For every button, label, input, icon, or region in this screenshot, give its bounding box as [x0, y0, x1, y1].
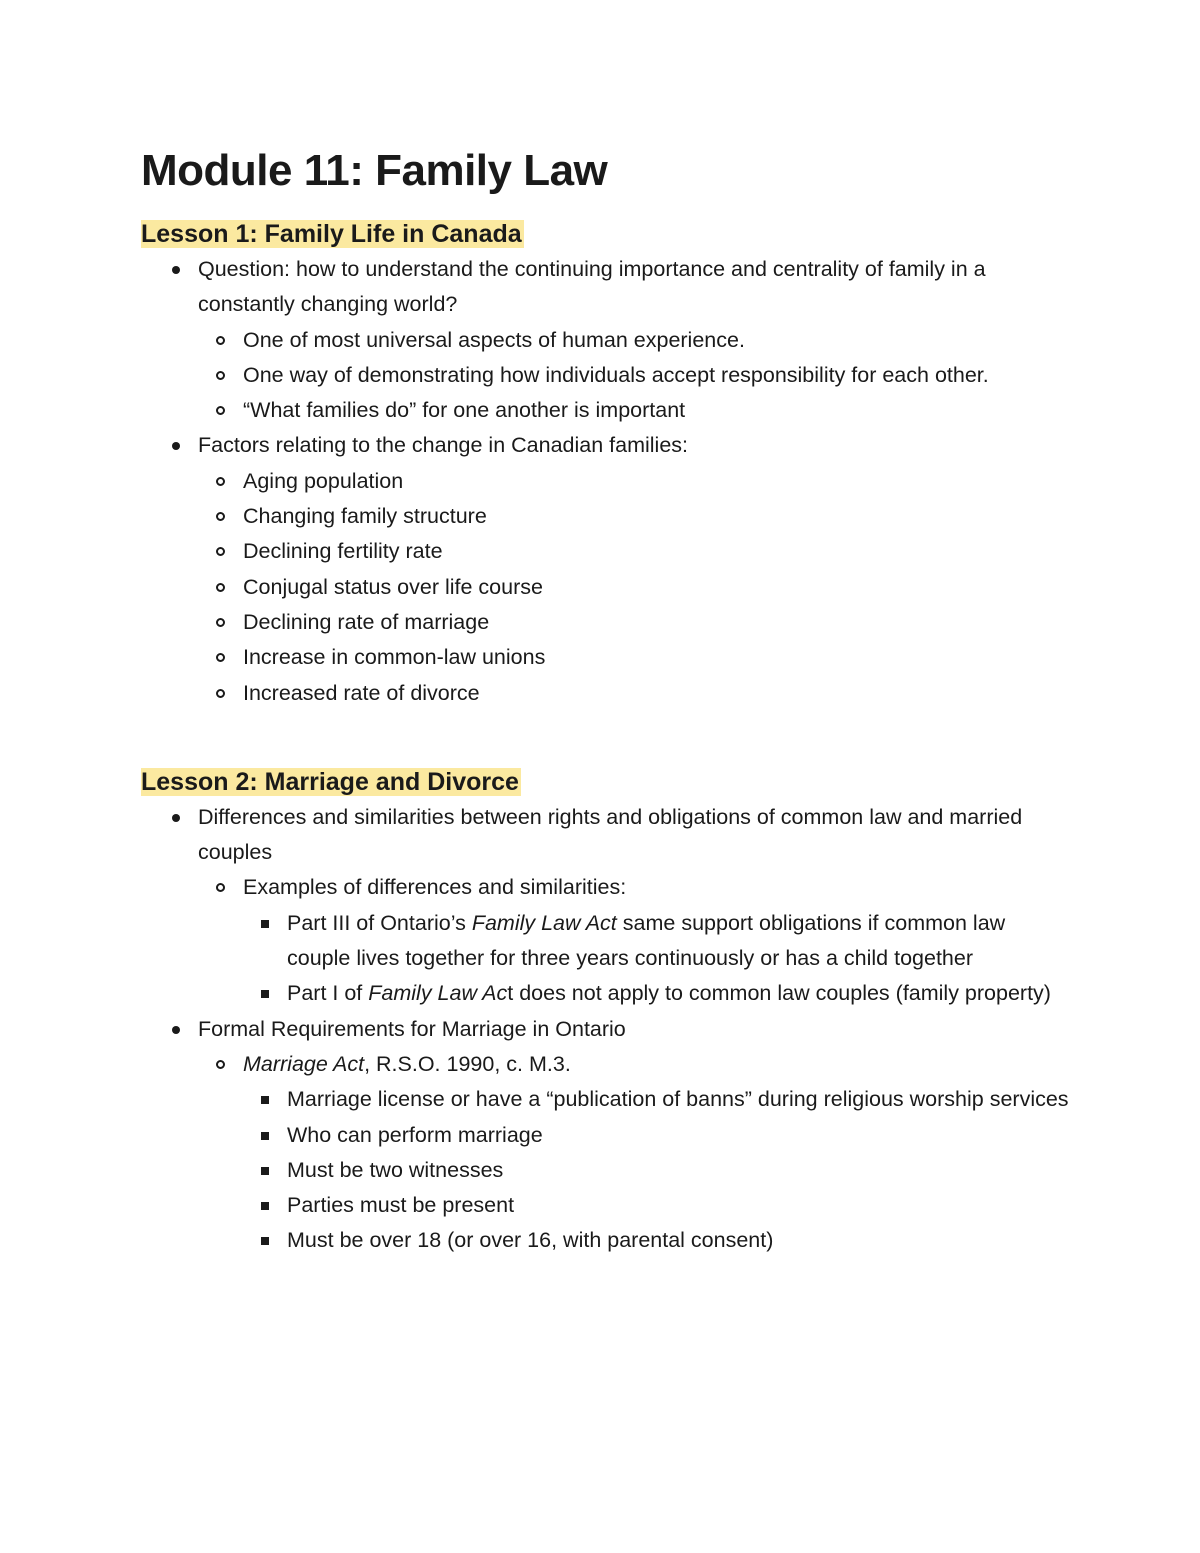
- list-item: [141, 393, 1071, 428]
- list-item-text: Question: how to understand the continuing importance and centrality of family in a constantly changing world?: [198, 257, 986, 317]
- list-item: [141, 1188, 1071, 1223]
- list-item-formal-requirements: [141, 1012, 1071, 1259]
- list-item-text: Declining rate of marriage: [243, 609, 490, 634]
- text-segment: t does not apply to common law couples (family property): [507, 981, 1051, 1006]
- document-page: [141, 140, 1071, 1259]
- text-segment: Part III of Ontario’s: [287, 910, 472, 935]
- bullet-circle-icon: [216, 406, 225, 415]
- bullet-square-icon: [261, 1096, 269, 1104]
- list-item-text: Formal Requirements for Marriage in Ontario: [198, 1016, 626, 1041]
- list-item-text: Factors relating to the change in Canadian families:: [198, 433, 688, 458]
- list-item-text: Declining fertility rate: [243, 539, 443, 564]
- question-sublist: [141, 323, 1071, 429]
- list-item-text: Increase in common-law unions: [243, 645, 546, 670]
- bullet-disc-icon: [172, 1026, 180, 1034]
- bullet-circle-icon: [216, 689, 225, 698]
- bullet-square-icon: [261, 1237, 269, 1245]
- list-item: [141, 1118, 1071, 1153]
- list-item-text: Differences and similarities between rights and obligations of common law and married couples: [198, 804, 1023, 865]
- list-item: [141, 570, 1071, 605]
- lesson-2-heading: [141, 764, 1071, 800]
- text-segment: , R.S.O. 1990, c. M.3.: [364, 1051, 571, 1076]
- list-item: [141, 1153, 1071, 1188]
- list-item-text: Increased rate of divorce: [243, 680, 480, 705]
- bullet-circle-icon: [216, 477, 225, 486]
- bullet-circle-icon: [216, 883, 225, 892]
- list-item-marriage-act: [141, 1047, 1071, 1259]
- bullet-circle-icon: [216, 583, 225, 592]
- bullet-square-icon: [261, 1132, 269, 1140]
- differences-sublist: [141, 870, 1071, 1011]
- act-name-italic: Family Law Ac: [368, 981, 508, 1006]
- list-item: [141, 464, 1071, 499]
- lesson-1-heading-text: Lesson 1: Family Life in Canada: [141, 220, 522, 248]
- list-item: [141, 358, 1071, 393]
- bullet-circle-icon: [216, 512, 225, 521]
- bullet-square-icon: [261, 990, 269, 998]
- text-segment: Part I of: [287, 981, 369, 1006]
- list-item: [141, 1223, 1071, 1258]
- list-item-text: Conjugal status over life course: [243, 574, 543, 599]
- formal-sublist: [141, 1047, 1071, 1259]
- list-item: [141, 605, 1071, 640]
- page-title: Module 11: Family Law: [141, 146, 608, 195]
- list-item-question: [141, 252, 1071, 428]
- list-item: [141, 976, 1071, 1011]
- bullet-disc-icon: [172, 266, 180, 274]
- list-item-text: Marriage license or have a “publication of banns” during religious worship services: [287, 1087, 1069, 1112]
- list-item-text: “What families do” for one another is important: [243, 398, 686, 423]
- examples-sublist: [141, 906, 1071, 1012]
- lesson-2-heading-text: Lesson 2: Marriage and Divorce: [141, 767, 519, 796]
- factors-sublist: [141, 464, 1071, 711]
- list-item-text: Must be two witnesses: [287, 1157, 504, 1182]
- text-segment: same support obligations if common law couple lives together for three years continuously or has a child together: [287, 910, 1006, 971]
- bullet-circle-icon: [216, 336, 225, 345]
- bullet-square-icon: [261, 1167, 269, 1175]
- list-item: [141, 1082, 1071, 1117]
- list-item-text: Who can perform marriage: [287, 1122, 543, 1147]
- bullet-disc-icon: [172, 442, 180, 450]
- list-item-text: One way of demonstrating how individuals accept responsibility for each other.: [243, 362, 989, 387]
- list-item-text: One of most universal aspects of human experience.: [243, 327, 745, 352]
- lesson-1-list: [141, 252, 1071, 711]
- list-item-differences: [141, 800, 1071, 1012]
- list-item-examples: [141, 870, 1071, 1011]
- list-item-text: Examples of differences and similarities:: [243, 875, 627, 900]
- lesson-1-heading: [141, 216, 1071, 252]
- list-item-text: Must be over 18 (or over 16, with parental consent): [287, 1228, 774, 1253]
- list-item-factors: [141, 428, 1071, 710]
- lesson-2-list: [141, 800, 1071, 1259]
- bullet-disc-icon: [172, 814, 180, 822]
- list-item: [141, 676, 1071, 711]
- requirements-sublist: [141, 1082, 1071, 1258]
- act-name-italic: Marriage Act: [243, 1051, 365, 1076]
- list-item: [141, 534, 1071, 569]
- list-item-text: Aging population: [243, 468, 404, 493]
- list-item: [141, 906, 1071, 977]
- bullet-circle-icon: [216, 1060, 225, 1069]
- list-item-text: Changing family structure: [243, 504, 487, 529]
- bullet-circle-icon: [216, 547, 225, 556]
- bullet-square-icon: [261, 920, 269, 928]
- list-item: [141, 499, 1071, 534]
- list-item: [141, 323, 1071, 358]
- bullet-circle-icon: [216, 618, 225, 627]
- bullet-circle-icon: [216, 371, 225, 380]
- list-item: [141, 640, 1071, 675]
- bullet-circle-icon: [216, 653, 225, 662]
- bullet-square-icon: [261, 1202, 269, 1210]
- act-name-italic: Family Law Act: [471, 910, 617, 935]
- list-item-text: Parties must be present: [287, 1193, 515, 1218]
